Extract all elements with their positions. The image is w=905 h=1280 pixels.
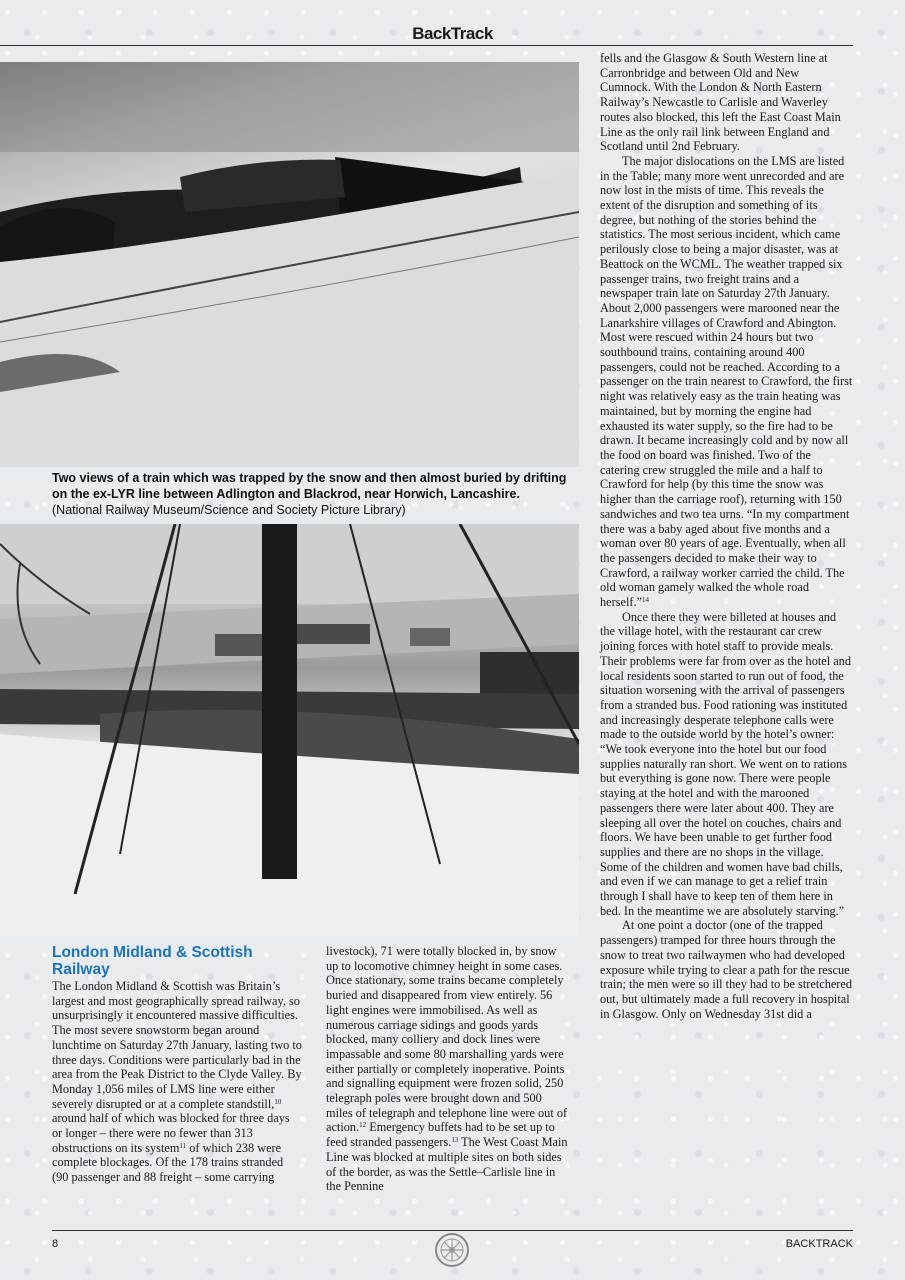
section-heading: London Midland & Scottish Railway [52, 944, 253, 978]
text-column-3 [600, 51, 853, 1021]
footnote-ref: 11 [179, 1141, 187, 1150]
caption-credit: (National Railway Museum/Science and Society Picture Library) [52, 503, 406, 517]
caption-text: Two views of a train which was trapped by the snow and then almost buried by drifting on the ex-LYR line between Adlington and Blackrod, near Horwich, Lancashire. [52, 471, 567, 501]
paragraph: fells and the Glasgow & South Western line at Carronbridge and between Old and New Cumnock. With the London & North Eastern Railway’s Newcastle to Carlisle and Waverley routes also blocked, this left the East Coast Main Line as the only rail link between England and Scotland until 2nd February. [600, 51, 841, 154]
footnote-ref: 12 [359, 1121, 367, 1130]
footnote-ref: 13 [451, 1136, 459, 1145]
text-column-2 [326, 944, 571, 1194]
text-run: The West Coast Main Line was blocked at multiple sites on both sides of the border, as was the Settle–Carlisle line in the Pennine [326, 1135, 568, 1194]
wheel-emblem-icon [434, 1232, 470, 1268]
masthead: BackTrack [412, 24, 493, 43]
text-run: livestock), 71 were totally blocked in, by snow up to locomotive chimney height in some cases. Once stationary, some trains became completely buried and disappeared from view entirely. 56 light engines were immobilised. As well as numerous carriage sidings and goods yards blocked, many colliery and dock lines were impassable and some 80 marshalling yards were either partially or completely inoperative. Points and signalling equipment were frozen solid, 250 telegraph poles were brought down and 500 miles of telegraph and telephone line were out of action. [326, 944, 568, 1135]
text-run: The major dislocations on the LMS are listed in the Table; many more went unrecorded and are now lost in the mists of time. This reveals the extent of the disruption and something of its degree, but nothing of the stories behind the statistics. The most serious incident, which came perilously close to being a major disaster, was at Beattock on the WCML. The weather trapped six passenger trains, two freight trains and a newspaper train late on Saturday 27th January. About 2,000 passengers were marooned near the Lanarkshire villages of Crawford and Abington. Most were rescued within 24 hours but two southbound trains, containing around 400 passengers, could not be reached. According to a passenger on the train nearest to Crawford, the first night was relatively easy as the train heating was maintained, but by morning the engine had exhausted its water supply, so the fire had to be drawn. It became increasingly cold and by now all the food on board was finished. Two of the catering crew struggled the mile and a half to Crawford for help (by this time the snow was higher than the carriage roof), returning with 150 sandwiches and two tea urns. “In my compartment there was a baby aged about five months and a woman over 80 years of age. Eventually, when all the passengers decided to make their way to Crawford, a railway worker carried the child. The old woman gamely walked the whole road herself.” [600, 153, 853, 610]
paragraph [600, 154, 853, 610]
footnote-ref: 14 [642, 596, 649, 605]
paragraph [52, 979, 302, 1185]
paragraph [326, 944, 571, 1194]
paragraph: At one point a doctor (one of the trapped passengers) tramped for three hours through the snow to treat two railwaymen who had developed exposure while trying to clear a path for the rescue train; the men were so ill they had to be stretchered out, but ultimately made a full recovery in hospital in Glasgow. Only on Wednesday 31st did a [600, 918, 852, 1021]
paragraph: Once there they were billeted at houses and the village hotel, with the restaurant car crew joining forces with hotel staff to provide meals. Their problems were far from over as the hotel and local residents soon started to run out of food, the situation worsening with the arrival of passengers from a stranded bus. Food rationing was instituted and increasingly desperate telephone calls were made to the outside world by the hotel’s owner: “We took everyone into the hotel but our food supplies naturally ran short. We went on to rations but everything is gone now. There were people staying at the hotel and with the marooned passengers there were later about 400. They are sleeping all over the hotel on couches, chairs and floors. We have been unable to get further food supplies and there are no shops in the village. Some of the children and women have bad chills, and even if we can manage to get a relief train through I shall have to keep ten of them here in bed. In the meantime we are absolutely starving.” [600, 609, 851, 918]
header-rule [0, 45, 853, 46]
photo-buried-locomotive [0, 62, 579, 467]
buried-carriages-photo [0, 524, 579, 936]
footnote-ref: 10 [274, 1097, 282, 1106]
photo-caption [52, 470, 577, 518]
text-column-1 [52, 979, 302, 1185]
text-run: around half of which was blocked for three days or longer – there were no fewer than 313 obstructions on its system [52, 1111, 290, 1155]
text-run: The London Midland & Scottish was Britain’s largest and most geographically spread railway, so unsurprisingly it encountered massive difficulties. The most severe snowstorm began around lunchtime on Saturday 27th January, lasting two to three days. Conditions were particularly bad in the area from the Peak District to the Clyde Valley. By Monday 1,056 miles of LMS line were either severely disrupted or at a complete standstill, [52, 979, 302, 1111]
text-run: of which 238 were complete blockages. Of the 178 trains stranded (90 passenger and 88 freight – some carrying [52, 1140, 284, 1185]
footer-rule [52, 1230, 853, 1231]
photo-buried-carriages [0, 524, 579, 936]
magazine-name: BACKTRACK [785, 1238, 853, 1250]
page-number: 8 [52, 1238, 59, 1250]
text-run: Emergency buffets had to be set up to feed stranded passengers. [326, 1120, 555, 1150]
buried-locomotive-photo [0, 62, 579, 467]
